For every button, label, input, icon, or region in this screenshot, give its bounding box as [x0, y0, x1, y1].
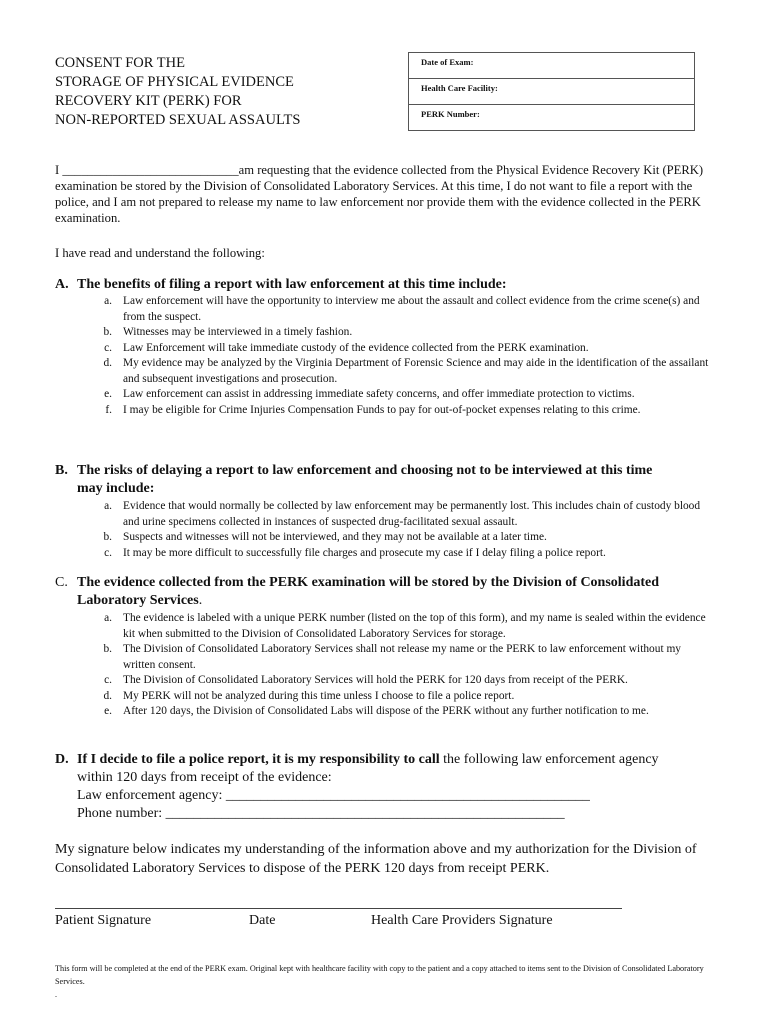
list-marker: a.	[104, 612, 112, 624]
section-heading-text: The benefits of filing a report with law enforcement at this time include:	[77, 277, 507, 292]
list-item	[96, 325, 716, 341]
list-item-text: After 120 days, the Division of Consolidated Labs will dispose of the PERK without any further notification to me.	[123, 705, 649, 717]
list-item-text: Witnesses may be interviewed in a timely fashion.	[123, 326, 353, 338]
list-item-text: Evidence that would normally be collected by law enforcement may be permanently lost. This includes chain of custody blood and urine specimens collected in instances of suspected drug-facilitated sexual assault.	[123, 500, 701, 528]
list-item-text: It may be more difficult to successfully file charges and prosecute my case if I delay filing a police report.	[123, 546, 606, 559]
title-line: STORAGE OF PHYSICAL EVIDENCE	[55, 74, 294, 90]
section-b-heading	[55, 462, 725, 498]
list-item-text: Law enforcement can assist in addressing immediate safety concerns, and offer immediate protection to victims.	[123, 388, 635, 400]
title-line: RECOVERY KIT (PERK) FOR	[55, 93, 242, 109]
list-item	[96, 611, 716, 642]
list-item-text: Suspects and witnesses will not be interviewed, and they may not be available at a later time.	[123, 531, 547, 543]
list-item-text: The Division of Consolidated Laboratory Services will hold the PERK for 120 days from receipt of the PERK.	[123, 674, 628, 686]
list-item	[96, 356, 716, 387]
section-letter: D.	[55, 752, 69, 767]
list-marker: c.	[104, 546, 112, 559]
list-item	[96, 689, 716, 705]
list-item	[96, 704, 716, 720]
list-item	[96, 673, 716, 689]
list-item-text: My PERK will not be analyzed during this time unless I choose to file a police report.	[123, 689, 515, 702]
list-marker: c.	[104, 674, 112, 686]
section-c-list	[96, 611, 716, 720]
list-marker: c.	[104, 341, 112, 354]
section-heading-text: The risks of delaying a report to law enforcement and choosing not to be interviewed at this time	[77, 463, 653, 478]
list-marker: b.	[103, 531, 112, 543]
section-heading-text: The evidence collected from the PERK examination will be stored by the Division of Consolidated	[77, 575, 660, 590]
phone-number-field[interactable]: Phone number: _________________________________________________________	[77, 806, 565, 821]
date-label: Date	[249, 913, 276, 928]
perk-number-field[interactable]: PERK Number:	[421, 109, 480, 119]
section-a-list	[96, 294, 716, 418]
form-title	[55, 54, 300, 130]
list-marker: a.	[104, 500, 112, 512]
list-marker: b.	[103, 326, 112, 338]
section-c-heading	[55, 574, 725, 610]
footer-note: This form will be completed at the end of the PERK exam. Original kept with healthcare facility with copy to the patient and a copy attached to items sent to the Division of Consolidated Laboratory Services.	[55, 964, 704, 986]
section-letter: C.	[55, 575, 68, 590]
patient-signature-label: Patient Signature	[55, 913, 152, 928]
list-item	[96, 546, 716, 562]
list-marker: e.	[104, 705, 112, 717]
list-item-text: I may be eligible for Crime Injuries Compensation Funds to pay for out-of-pocket expenses relating to this crime.	[123, 403, 641, 416]
list-marker: d.	[103, 689, 112, 702]
list-item	[96, 530, 716, 546]
section-heading-continued: may include:	[77, 481, 155, 496]
list-item	[96, 403, 716, 419]
section-letter: A.	[55, 277, 69, 292]
section-d-line2: within 120 days from receipt of the evidence:	[77, 770, 332, 785]
list-marker: d.	[103, 357, 112, 369]
list-marker: b.	[103, 643, 112, 655]
list-item-text: The evidence is labeled with a unique PERK number (listed on the top of this form), and my name is sealed within the evidence kit when submitted to the Division of Consolidated Laboratory Services for storage.	[123, 612, 706, 640]
title-line: NON-REPORTED SEXUAL ASSAULTS	[55, 112, 301, 128]
list-item-text: Law Enforcement will take immediate custody of the evidence collected from the PERK examination.	[123, 341, 589, 354]
section-heading-rest: the following law enforcement agency	[439, 752, 659, 767]
read-understand-text: I have read and understand the following:	[55, 246, 265, 260]
list-item	[96, 341, 716, 357]
list-item-text: My evidence may be analyzed by the Virginia Department of Forensic Science and may aide in the identification of the assailant and subsequent investigations and prosecution.	[123, 357, 709, 385]
list-marker: a.	[104, 295, 112, 307]
heading-period: .	[198, 593, 203, 608]
section-heading-continued	[55, 592, 725, 610]
section-b-list	[96, 499, 716, 561]
section-heading-continued-text: Laboratory Services	[77, 593, 199, 608]
list-marker: e.	[104, 388, 112, 400]
section-heading-text: If I decide to file a police report, it is my responsibility to call	[77, 752, 440, 767]
date-of-exam-field[interactable]: Date of Exam:	[409, 53, 694, 79]
list-item	[96, 499, 716, 530]
authorization-statement: My signature below indicates my understanding of the information above and my authorization for the Division of Consolidated Laboratory Services to dispose of the PERK 120 days from receipt PERK.	[55, 842, 697, 876]
title-line: CONSENT FOR THE	[55, 55, 185, 71]
health-care-facility-field[interactable]: Health Care Facility:	[409, 79, 694, 105]
exam-info-box	[408, 52, 695, 131]
section-d-heading	[55, 751, 725, 769]
law-enforcement-agency-field[interactable]: Law enforcement agency: ____________________________________________________	[77, 788, 590, 803]
list-item	[96, 387, 716, 403]
provider-signature-label: Health Care Providers Signature	[371, 913, 553, 928]
section-a-heading	[55, 276, 725, 294]
trailing-mark: .	[55, 990, 57, 999]
list-marker: f.	[105, 403, 112, 416]
section-letter: B.	[55, 463, 68, 478]
list-item	[96, 294, 716, 325]
list-item	[96, 642, 716, 673]
list-item-text: The Division of Consolidated Laboratory Services shall not release my name or the PERK to law enforcement without my written consent.	[123, 643, 682, 671]
signature-line[interactable]	[55, 908, 622, 909]
consent-statement: I ____________________________am requesting that the evidence collected from the Physical Evidence Recovery Kit (PERK) examination be stored by the Division of Consolidated Laboratory Services. At this time, I do not want to file a report with the police, and I am not prepared to release my name to law enforcement nor provide them with the evidence collected in the PERK examination.	[55, 163, 704, 225]
list-item-text: Law enforcement will have the opportunity to interview me about the assault and collect evidence from the crime scene(s) and from the suspect.	[123, 295, 700, 323]
